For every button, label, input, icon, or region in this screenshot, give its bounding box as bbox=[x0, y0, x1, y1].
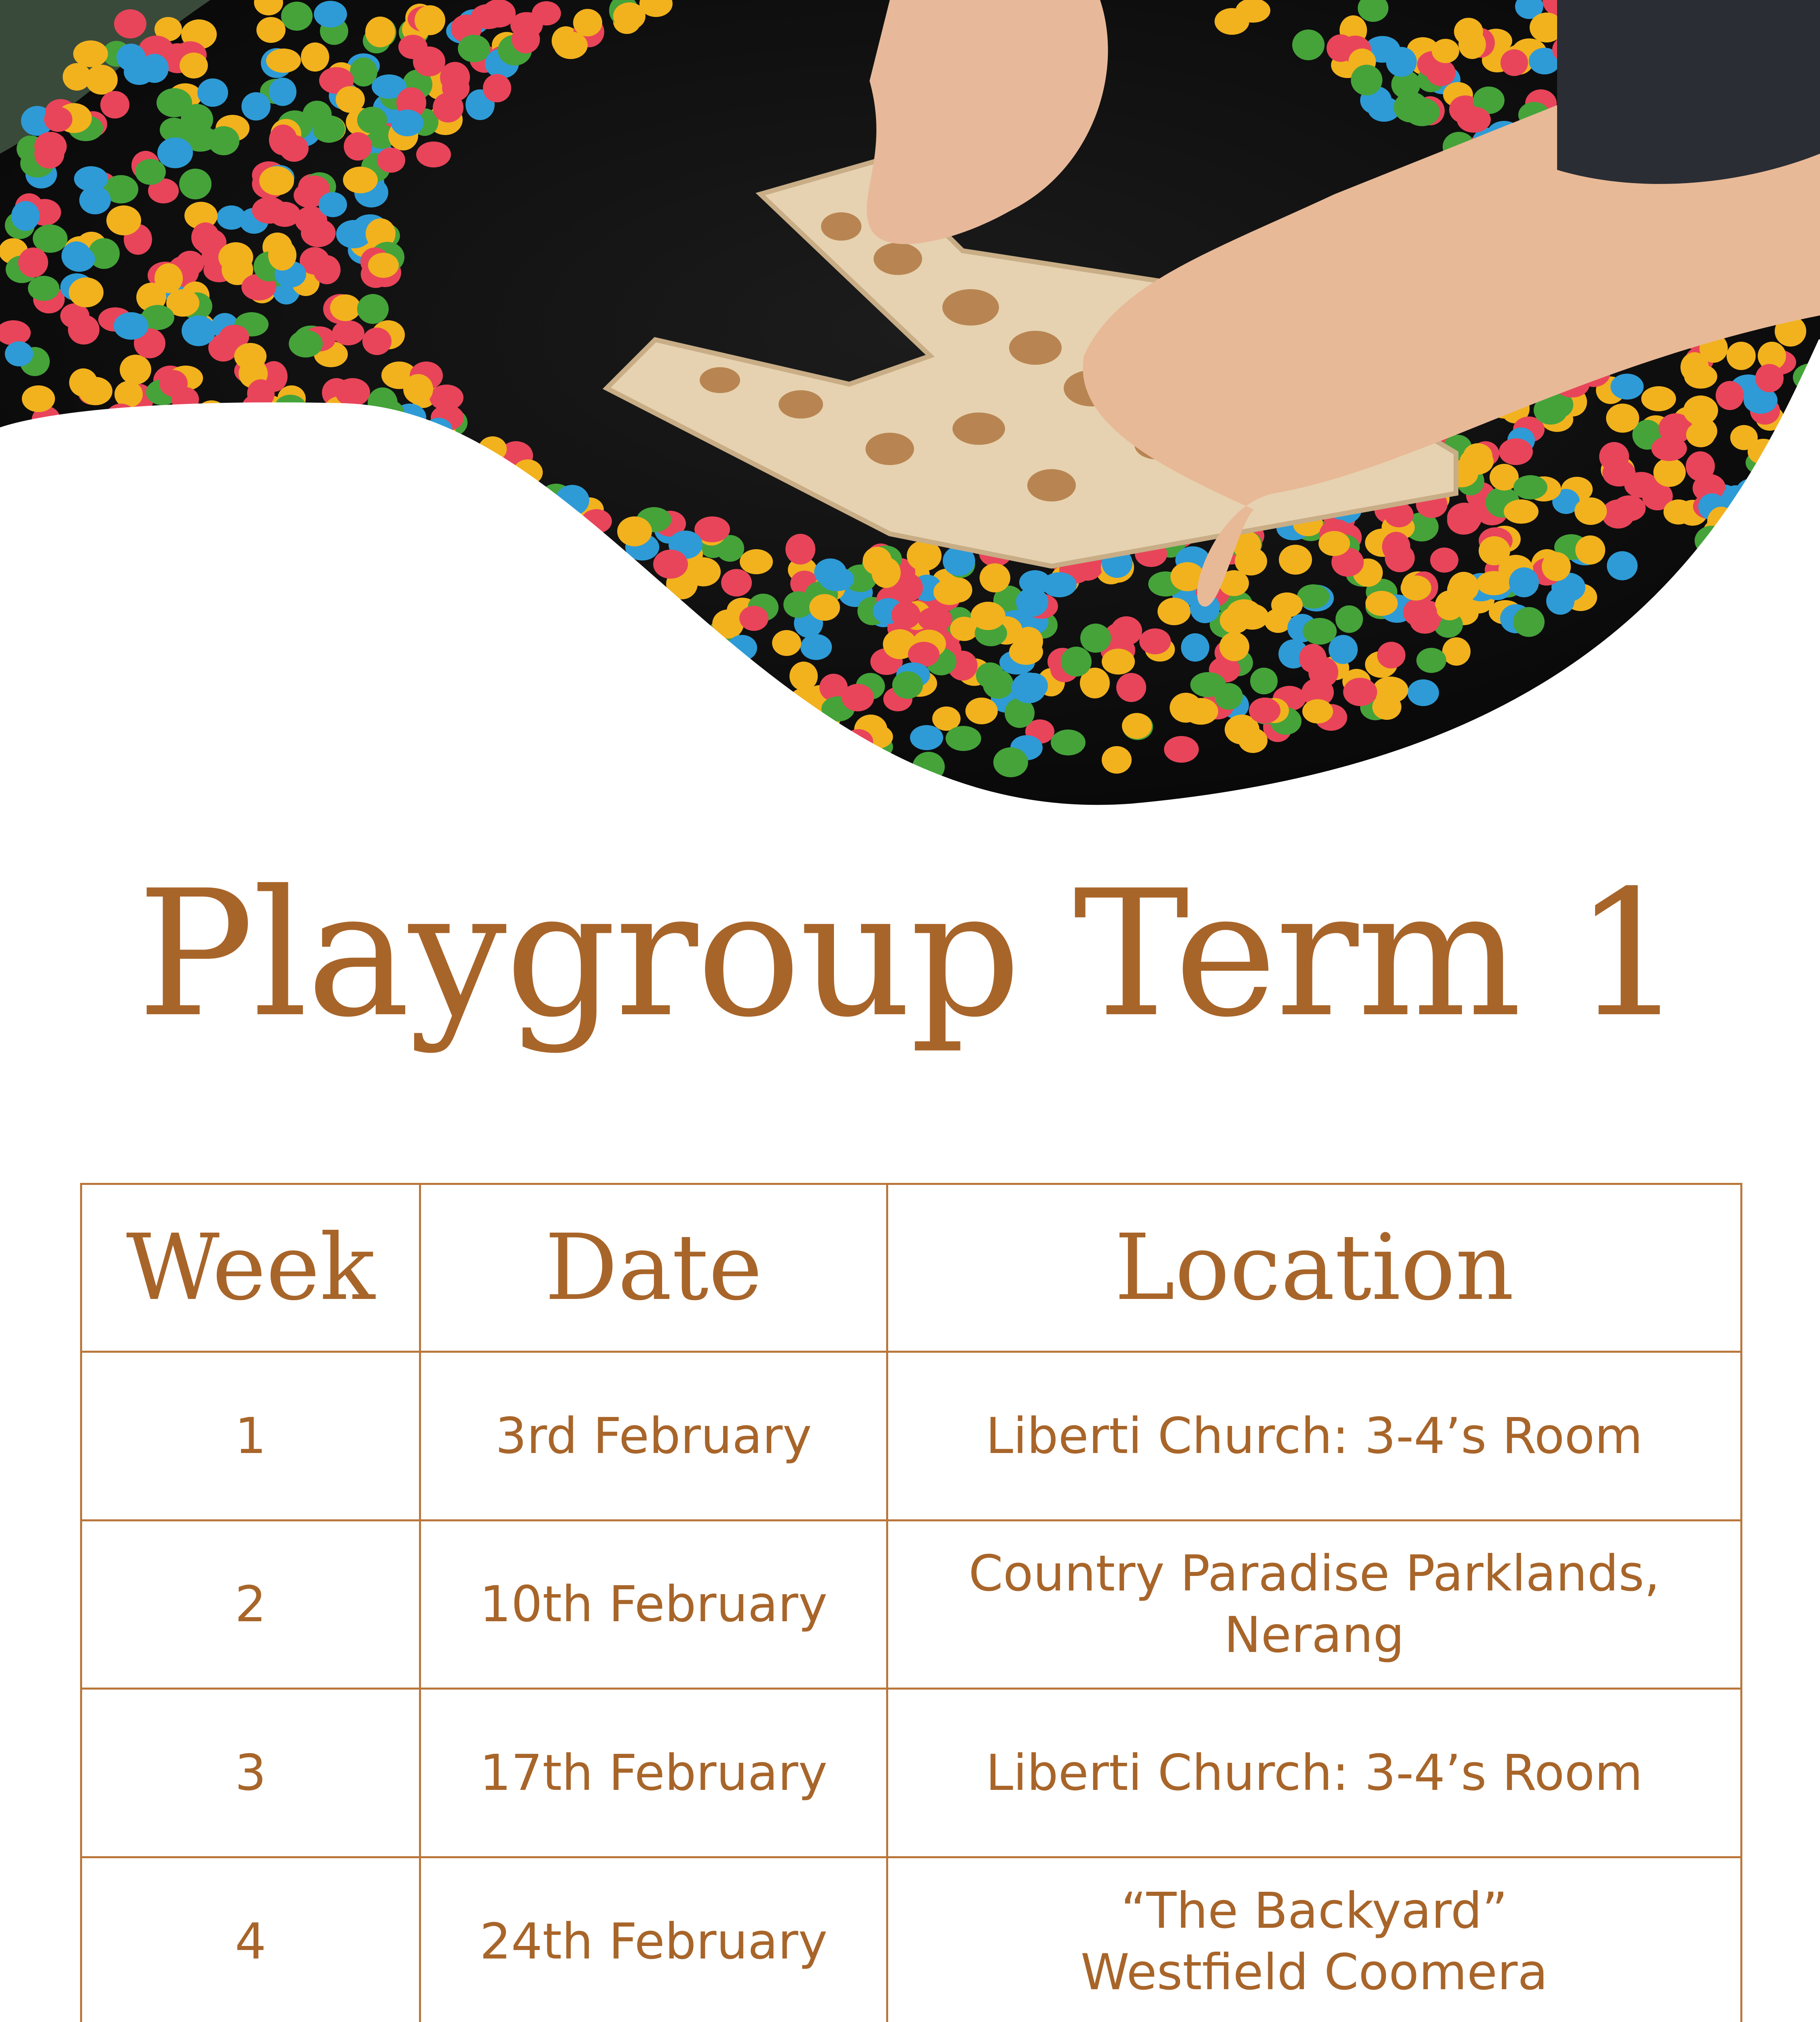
location-cell bbox=[887, 1352, 1742, 1521]
location-cell-text: Liberti Church: 3-4’s Room bbox=[986, 1744, 1643, 1802]
week-cell bbox=[81, 1520, 420, 1689]
week-cell bbox=[81, 1352, 420, 1521]
date-cell bbox=[420, 1689, 887, 1857]
location-cell-text: Country Paradise Parklands, Nerang bbox=[968, 1545, 1660, 1664]
table-row bbox=[81, 1857, 1742, 2022]
date-cell-text: 17th February bbox=[480, 1744, 827, 1802]
date-cell bbox=[420, 1857, 887, 2022]
week-cell-text: 2 bbox=[235, 1576, 267, 1633]
header-week: Week bbox=[81, 1184, 420, 1352]
header-location: Location bbox=[887, 1184, 1742, 1352]
page-title: Playgroup Term 1 bbox=[137, 853, 1683, 1055]
week-cell-text: 4 bbox=[235, 1912, 267, 1970]
hero-photo bbox=[0, 0, 1820, 829]
date-cell-text: 3rd February bbox=[495, 1407, 812, 1465]
week-cell bbox=[81, 1689, 420, 1857]
location-cell bbox=[887, 1857, 1742, 2022]
date-cell-text: 10th February bbox=[480, 1576, 827, 1633]
week-cell-text: 1 bbox=[235, 1407, 267, 1465]
table-header bbox=[81, 1184, 1742, 1352]
location-cell-text: “The Backyard” Westfield Coomera bbox=[1080, 1882, 1548, 2001]
date-cell-text: 24th February bbox=[480, 1912, 827, 1970]
table-row bbox=[81, 1689, 1742, 1857]
table-row bbox=[81, 1352, 1742, 1521]
week-cell-text: 3 bbox=[235, 1744, 267, 1802]
location-cell bbox=[887, 1520, 1742, 1689]
week-cell bbox=[81, 1857, 420, 2022]
table-row bbox=[81, 1520, 1742, 1689]
date-cell bbox=[420, 1352, 887, 1521]
location-cell-text: Liberti Church: 3-4’s Room bbox=[986, 1407, 1643, 1465]
location-cell bbox=[887, 1689, 1742, 1857]
schedule-table bbox=[80, 1183, 1742, 2022]
date-cell bbox=[420, 1520, 887, 1689]
header-date: Date bbox=[420, 1184, 887, 1352]
